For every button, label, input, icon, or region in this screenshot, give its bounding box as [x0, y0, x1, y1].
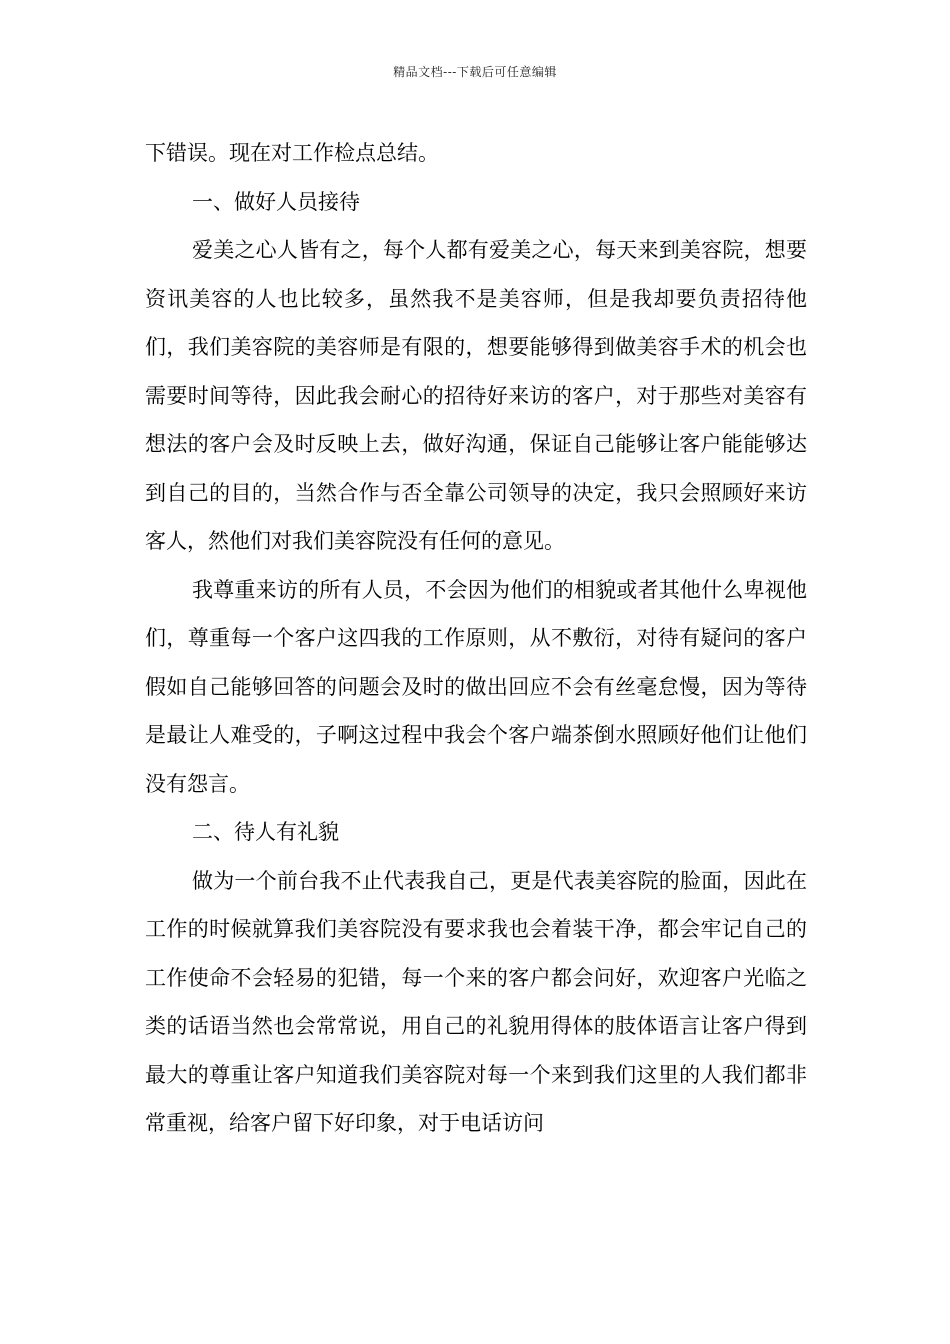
paragraph: 我尊重来访的所有人员，不会因为他们的相貌或者其他什么卑视他们，尊重每一个客户这四我的工作原则，从不敷衍，对待有疑问的客户假如自己能够回答的问题会及时的做出回应不会有丝毫怠慢，因为等待是最让人难受的，子啊这过程中我会个客户端茶倒水照顾好他们让他们没有怨言。 [145, 577, 807, 796]
document-body [145, 129, 807, 1148]
paragraph: 爱美之心人皆有之，每个人都有爱美之心，每天来到美容院，想要资讯美容的人也比较多，虽然我不是美容师，但是我却要负责招待他们，我们美容院的美容师是有限的，想要能够得到做美容手术的机会也需要时间等待，因此我会耐心的招待好来访的客户，对于那些对美容有想法的客户会及时反映上去，做好沟通，保证自己能够让客户能能够达到自己的目的，当然合作与否全靠公司领导的决定，我只会照顾好来访客人，然他们对我们美容院没有任何的意见。 [145, 238, 807, 553]
section-heading-2: 二、待人有礼貌 [192, 820, 339, 844]
paragraph: 做为一个前台我不止代表我自己，更是代表美容院的脸面，因此在工作的时候就算我们美容院没有要求我也会着装干净，都会牢记自己的工作使命不会轻易的犯错，每一个来的客户都会问好，欢迎客户光临之类的话语当然也会常常说，用自己的礼貌用得体的肢体语言让客户得到最大的尊重让客户知道我们美容院对每一个来到我们这里的人我们都非常重视，给客户留下好印象，对于电话访问 [145, 868, 807, 1135]
section-heading-1: 一、做好人员接待 [192, 189, 360, 214]
paragraph: 下错误。现在对工作检点总结。 [145, 141, 439, 165]
page-header: 精品文档---下载后可任意编辑 [393, 65, 557, 79]
